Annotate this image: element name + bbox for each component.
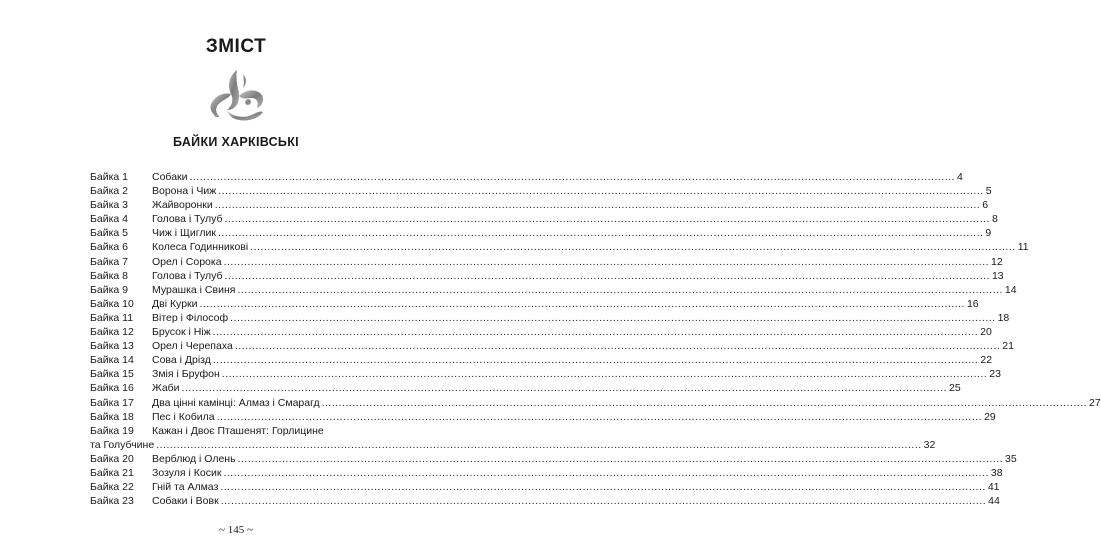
toc-leader-dots xyxy=(217,410,982,424)
toc-entry[interactable] xyxy=(90,381,961,395)
toc-entry-title: Верблюд і Олень xyxy=(152,452,236,465)
toc-entry-title: Кажан і Двоє Пташенят: Горлицине xyxy=(152,424,324,437)
toc-entry[interactable] xyxy=(90,494,1000,508)
toc-leader-dots xyxy=(220,480,985,494)
toc-entry-number: Байка 18 xyxy=(90,410,134,423)
toc-entry-page: 38 xyxy=(990,466,1003,479)
toc-entry[interactable] xyxy=(90,353,993,367)
toc-entry-page: 29 xyxy=(984,410,996,423)
toc-leader-dots xyxy=(218,184,983,198)
toc-entry-title: Гній та Алмаз xyxy=(152,481,219,494)
toc-entry-page: 11 xyxy=(1017,241,1029,254)
toc-entry-page: 21 xyxy=(1002,340,1014,353)
toc-entry[interactable] xyxy=(90,424,936,452)
toc-entry-number: Байка 20 xyxy=(90,452,134,465)
toc-entry[interactable] xyxy=(90,297,979,311)
toc-entry-number: Байка 23 xyxy=(90,495,134,508)
toc-entry-number: Байка 2 xyxy=(90,185,129,198)
toc-entry-page: 32 xyxy=(923,438,936,451)
toc-entry-page: 13 xyxy=(991,269,1004,282)
toc-entry[interactable] xyxy=(90,283,1017,297)
toc-leader-dots xyxy=(221,494,986,508)
toc-leader-dots xyxy=(182,381,947,395)
toc-leader-dots xyxy=(322,396,1087,410)
toc-entry[interactable] xyxy=(90,226,992,240)
toc-entry[interactable] xyxy=(90,255,1003,269)
toc-entry-number: Байка 22 xyxy=(90,481,134,494)
toc-entry-title: Зозуля і Косик xyxy=(152,466,222,479)
toc-entry[interactable] xyxy=(90,212,998,226)
toc-entry-page: 8 xyxy=(991,213,998,226)
page-title: ЗМІСТ xyxy=(205,36,267,57)
toc-entry-title: Змія і Бруфон xyxy=(152,368,220,381)
toc-entry-title: Орел і Сорока xyxy=(152,255,222,268)
toc-entry[interactable] xyxy=(90,198,989,212)
toc-leader-dots xyxy=(223,466,988,480)
toc-entry-page: 41 xyxy=(987,481,1000,494)
toc-leader-dots xyxy=(190,170,955,184)
toc-entry-page: 5 xyxy=(985,185,992,198)
toc-entry[interactable] xyxy=(90,269,1004,283)
toc-entry-title: Чиж і Щиглик xyxy=(152,227,216,240)
toc-entry-number: Байка 12 xyxy=(90,326,134,339)
toc-entry-page: 14 xyxy=(1004,283,1017,296)
toc-entry[interactable] xyxy=(90,367,1001,381)
toc-entry-title: Ворона і Чиж xyxy=(152,185,217,198)
toc-leader-dots xyxy=(213,325,978,339)
toc-entry-title: Дві Курки xyxy=(152,297,198,310)
toc-entry[interactable] xyxy=(90,325,992,339)
toc-entry[interactable] xyxy=(90,184,992,198)
page-number: ~ 145 ~ xyxy=(219,524,253,536)
toc-entry-number: Байка 5 xyxy=(90,227,129,240)
toc-leader-dots xyxy=(238,452,1003,466)
toc-leader-dots xyxy=(156,438,921,452)
toc-entry-number: Байка 13 xyxy=(90,340,134,353)
toc-entry-number: Байка 3 xyxy=(90,199,129,212)
toc-entry-number: Байка 15 xyxy=(90,368,134,381)
toc-entry-title: Брусок і Ніж xyxy=(152,326,211,339)
toc-entry[interactable] xyxy=(90,170,963,184)
toc-entry-page: 16 xyxy=(966,297,979,310)
toc-entry-page: 18 xyxy=(997,311,1010,324)
toc-leader-dots xyxy=(225,212,990,226)
toc-entry[interactable] xyxy=(90,452,1017,466)
toc-entry-page: 44 xyxy=(988,495,1000,508)
toc-entry-title: Сова і Дрізд xyxy=(152,354,211,367)
table-of-contents xyxy=(90,170,1101,508)
toc-entry-page: 22 xyxy=(980,354,993,367)
toc-entry-number: Байка 19 xyxy=(90,424,134,437)
toc-entry-number: Байка 9 xyxy=(90,283,129,296)
toc-entry-number: Байка 10 xyxy=(90,297,134,310)
toc-leader-dots xyxy=(235,339,1000,353)
toc-entry-page: 4 xyxy=(956,171,963,183)
toc-entry-number: Байка 4 xyxy=(90,213,129,226)
toc-entry-number: Байка 14 xyxy=(90,354,134,367)
toc-entry[interactable] xyxy=(90,466,1003,480)
section-heading: БАЙКИ ХАРКІВСЬКІ xyxy=(173,135,299,149)
toc-entry-number: Байка 16 xyxy=(90,382,134,395)
toc-entry-page: 27 xyxy=(1089,396,1101,409)
toc-entry-page: 6 xyxy=(982,199,989,212)
toc-entry-title: Колеса Годинникові xyxy=(152,241,249,254)
toc-leader-dots xyxy=(230,311,995,325)
toc-entry-title: Орел і Черепаха xyxy=(152,340,233,353)
toc-entry-page: 12 xyxy=(991,255,1003,268)
toc-entry-page: 9 xyxy=(985,227,992,240)
toc-leader-dots xyxy=(215,198,980,212)
toc-entry-title: Пес і Кобила xyxy=(152,410,215,423)
toc-entry-title: Вітер і Філософ xyxy=(152,311,229,324)
toc-entry-title: Собаки і Вовк xyxy=(152,495,219,508)
toc-entry-number: Байка 6 xyxy=(90,241,129,254)
toc-entry-title: Собаки xyxy=(152,171,188,183)
toc-leader-dots xyxy=(200,297,965,311)
toc-entry-title: Голова і Тулуб xyxy=(152,213,223,226)
toc-leader-dots xyxy=(225,269,990,283)
toc-leader-dots xyxy=(237,283,1002,297)
floral-ornament-icon xyxy=(201,66,273,122)
toc-entry[interactable] xyxy=(90,311,1010,325)
toc-entry[interactable] xyxy=(90,480,1000,494)
toc-entry-title: Мурашка і Свиня xyxy=(152,283,236,296)
toc-leader-dots xyxy=(250,240,1015,254)
toc-leader-dots xyxy=(213,353,978,367)
toc-leader-dots xyxy=(218,226,983,240)
toc-entry-page: 25 xyxy=(949,382,961,395)
toc-entry-page: 23 xyxy=(989,368,1001,381)
toc-entry-title: Жайворонки xyxy=(152,199,213,212)
toc-entry-title-continued: та Голубчине xyxy=(90,438,155,451)
toc-entry[interactable] xyxy=(90,410,996,424)
toc-entry-title: Жаби xyxy=(152,382,180,395)
toc-entry-page: 20 xyxy=(980,326,992,339)
toc-entry-number: Байка 17 xyxy=(90,396,134,409)
toc-entry-number: Байка 21 xyxy=(90,466,134,479)
toc-entry-number: Байка 1 xyxy=(90,171,129,183)
toc-entry-number: Байка 8 xyxy=(90,269,129,282)
toc-leader-dots xyxy=(224,255,989,269)
toc-entry-number: Байка 7 xyxy=(90,255,129,268)
toc-entry-number: Байка 11 xyxy=(90,311,134,324)
toc-leader-dots xyxy=(222,367,987,381)
toc-entry-title: Два цінні камінці: Алмаз і Смарагд xyxy=(152,396,320,409)
toc-entry[interactable] xyxy=(90,339,1014,353)
toc-entry[interactable] xyxy=(90,240,1029,254)
toc-entry[interactable] xyxy=(90,396,1101,410)
toc-entry-title: Голова і Тулуб xyxy=(152,269,223,282)
toc-entry-page: 35 xyxy=(1005,452,1017,465)
